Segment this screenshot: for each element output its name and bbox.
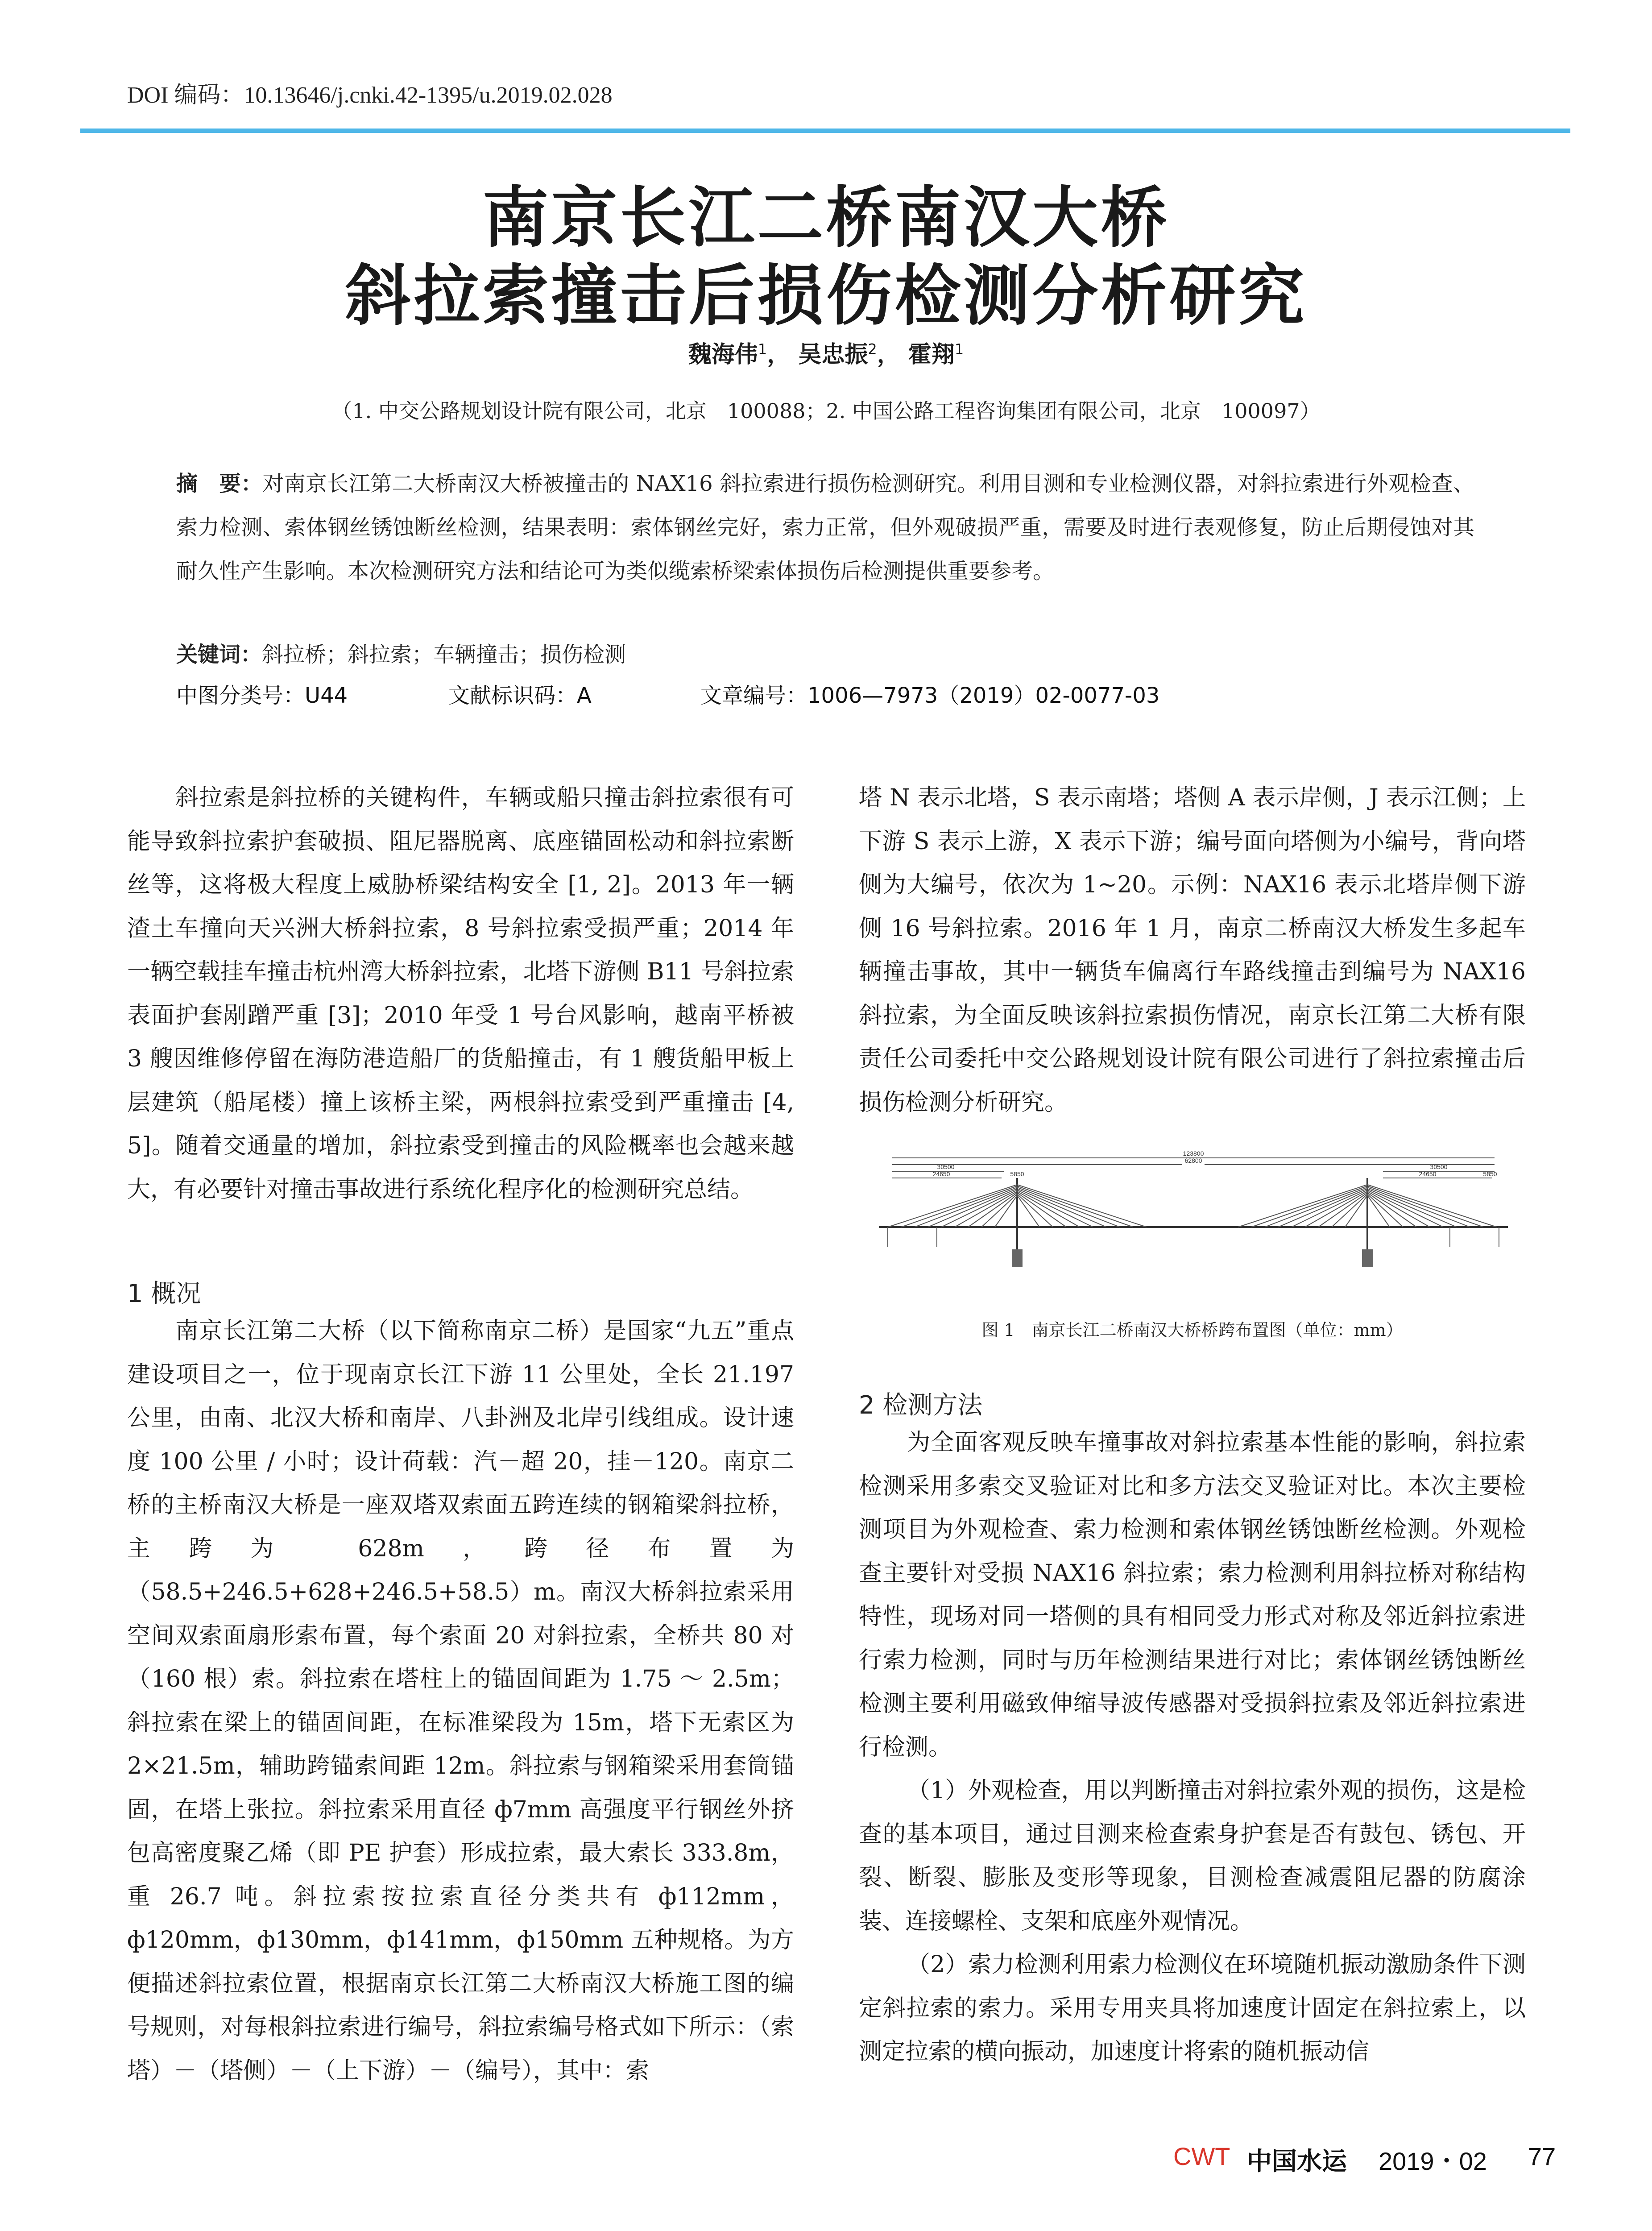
continuation-text: 塔 N 表示北塔，S 表示南塔；塔侧 A 表示岸侧，J 表示江侧；上下游 S 表示上游，X 表示下游；编号面向塔侧为小编号，背向塔侧为大编号，依次为 1~20。示例：NAX16 表示北塔岸侧下游侧 16 号斜拉索。2016 年 1 月，南京二桥南汉大桥发生多起车辆撞击事故，其中一辆货车偏离行车路线撞击到编号为 NAX16 斜拉索，为全面反映该斜拉索损伤情况，南京长江第二大桥有限责任公司委托中交公路规划设计院有限公司进行了斜拉索撞击后损伤检测分析研究。 (859, 784, 1526, 1116)
clc-number: 中图分类号：U44 (176, 683, 348, 708)
section1-body (127, 1310, 794, 2093)
author-name: 魏海伟 (688, 341, 758, 368)
dim-label-left-offset: 5850 (1010, 1170, 1024, 1178)
paper-title-line1: 南京长江二桥南汉大桥 (482, 178, 1170, 256)
author-name: 霍翔 (908, 341, 955, 368)
dim-label-left-sub: 24650 (932, 1170, 950, 1178)
header-rule (80, 129, 1570, 133)
section1-heading: 1 概况 (127, 1279, 201, 1308)
author-affil-mark: 1 (758, 340, 767, 358)
journal-name: 中国水运 (1247, 2147, 1347, 2176)
intro-text: 斜拉索是斜拉桥的关键构件，车辆或船只撞击斜拉索很有可能导致斜拉索护套破损、阻尼器脱离、底座锚固松动和斜拉索断丝等，这将极大程度上威胁桥梁结构安全 [1, 2]。2013 年一辆渣土车撞向天兴洲大桥斜拉索，8 号斜拉索受损严重；2014 年一辆空载挂车撞击杭州湾大桥斜拉索，北塔下游侧 B11 号斜拉索表面护套剐蹭严重 [3]；2010 年受 1 号台风影响，越南平桥被 3 艘因维修停留在海防港造船厂的货船撞击，有 1 艘货船甲板上层建筑（船尾楼）撞上该桥主梁，两根斜拉索受到严重撞击 [4, 5]。随着交通量的增加，斜拉索受到撞击的风险概率也会越来越大，有必要针对撞击事故进行系统化程序化的检测研究总结。 (127, 784, 794, 1203)
section2-paragraph-3: （2）索力检测利用索力检测仪在环境随机振动激励条件下测定斜拉索的索力。采用专用夹具将加速度计固定在斜拉索上，以测定拉索的横向振动，加速度计将索的随机振动信 (859, 1951, 1526, 2065)
keywords (176, 637, 626, 668)
keywords-label: 关键词： (176, 642, 262, 667)
author-separator: ， (877, 341, 900, 368)
author-list (0, 336, 1652, 369)
section2-heading: 2 检测方法 (859, 1391, 983, 1420)
figure-caption: 图 1 南京长江二桥南汉大桥桥跨布置图（单位：mm） (981, 1320, 1403, 1340)
author-name: 吴忠振 (798, 341, 868, 368)
author-separator: ， (767, 341, 791, 368)
paper-title-line2: 斜拉索撞击后损伤检测分析研究 (345, 257, 1307, 334)
dim-label-left-span: 30500 (937, 1163, 955, 1170)
document-code: 文献标识码：A (448, 683, 592, 708)
dim-label-right-sub: 24650 (1419, 1170, 1437, 1178)
abstract-label: 摘 要： (176, 471, 263, 496)
journal-issue: 2019・02 (1379, 2147, 1487, 2175)
dim-label-right-span: 30500 (1430, 1163, 1448, 1170)
section2-paragraph-2: （1）外观检查，用以判断撞击对斜拉索外观的损伤，这是检查的基本项目，通过目测来检查索身护套是否有鼓包、锈包、开裂、断裂、膨胀及变形等现象，目测检查减震阻尼器的防腐涂装、连接螺栓、支架和底座外观情况。 (859, 1777, 1526, 1935)
author-affil-mark: 2 (868, 340, 877, 358)
keywords-text: 斜拉桥；斜拉索；车辆撞击；损伤检测 (262, 642, 626, 667)
dim-label-right-offset: 5850 (1483, 1170, 1497, 1178)
doi-line: DOI 编码：10.13646/j.cnki.42-1395/u.2019.02.028 (127, 83, 613, 108)
affiliations: （1. 中交公路规划设计院有限公司，北京 100088；2. 中国公路工程咨询集团有限公司，北京 100097） (331, 399, 1321, 423)
abstract (176, 462, 1474, 593)
dim-label-mid: 62800 (1184, 1157, 1202, 1164)
author-affil-mark: 1 (954, 340, 964, 358)
abstract-text: 对南京长江第二大桥南汉大桥被撞击的 NAX16 斜拉索进行损伤检测研究。利用目测和专业检测仪器，对斜拉索进行外观检查、索力检测、索体钢丝锈蚀断丝检测，结果表明：索体钢丝完好，索力正常，但外观破损严重，需要及时进行表观修复，防止后期侵蚀对其耐久性产生影响。本次检测研究方法和结论可为类似缆索桥梁索体损伤后检测提供重要参考。 (176, 471, 1474, 584)
journal-brand: CWT (1173, 2142, 1230, 2170)
bridge-span-figure (870, 1147, 1517, 1281)
section1-text: 南京长江第二大桥（以下简称南京二桥）是国家“九五”重点建设项目之一，位于现南京长江下游 11 公里处，全长 21.197 公里，由南、北汉大桥和南岸、八卦洲及北岸引线组成。设计速度 100 公里 / 小时；设计荷载：汽－超 20，挂－120。南京二桥的主桥南汉大桥是一座双塔双索面五跨连续的钢箱梁斜拉桥，主跨为 628m，跨径布置为（58.5+246.5+628+246.5+58.5）m。南汉大桥斜拉索采用空间双索面扇形索布置，每个索面 20 对斜拉索，全桥共 80 对（160 根）索。斜拉索在塔柱上的锚固间距为 1.75 ～ 2.5m；斜拉索在梁上的锚固间距，在标准梁段为 15m，塔下无索区为 2×21.5m，辅助跨锚索间距 12m。斜拉索与钢箱梁采用套筒锚固，在塔上张拉。斜拉索采用直径 ф7mm 高强度平行钢丝外挤包高密度聚乙烯（即 PE 护套）形成拉索，最大索长 333.8m，重 26.7 吨。斜拉索按拉索直径分类共有 ф112mm，ф120mm，ф130mm，ф141mm，ф150mm 五种规格。为方便描述斜拉索位置，根据南京长江第二大桥南汉大桥施工图的编号规则，对每根斜拉索进行编号，斜拉索编号格式如下所示：（索塔）－（塔侧）－（上下游）－（编号），其中：索 (127, 1318, 794, 2084)
section2-body (859, 1421, 1526, 2074)
right-continuation (859, 776, 1526, 1124)
section2-paragraph-1: 为全面客观反映车撞事故对斜拉索基本性能的影响，斜拉索检测采用多索交叉验证对比和多方法交叉验证对比。本次主要检测项目为外观检查、索力检测和索体钢丝锈蚀断丝检测。外观检查主要针对受损 NAX16 斜拉索；索力检测利用斜拉桥对称结构特性，现场对同一塔侧的具有相同受力形式对称及邻近斜拉索进行索力检测，同时与历年检测结果进行对比；索体钢丝锈蚀断丝检测主要利用磁致伸缩导波传感器对受损斜拉索及邻近斜拉索进行检测。 (859, 1429, 1526, 1761)
dim-label-total: 123800 (1183, 1150, 1204, 1157)
article-number: 文章编号：1006—7973（2019）02-0077-03 (700, 683, 1160, 708)
intro-paragraph (127, 776, 794, 1211)
page-number: 77 (1528, 2142, 1556, 2170)
